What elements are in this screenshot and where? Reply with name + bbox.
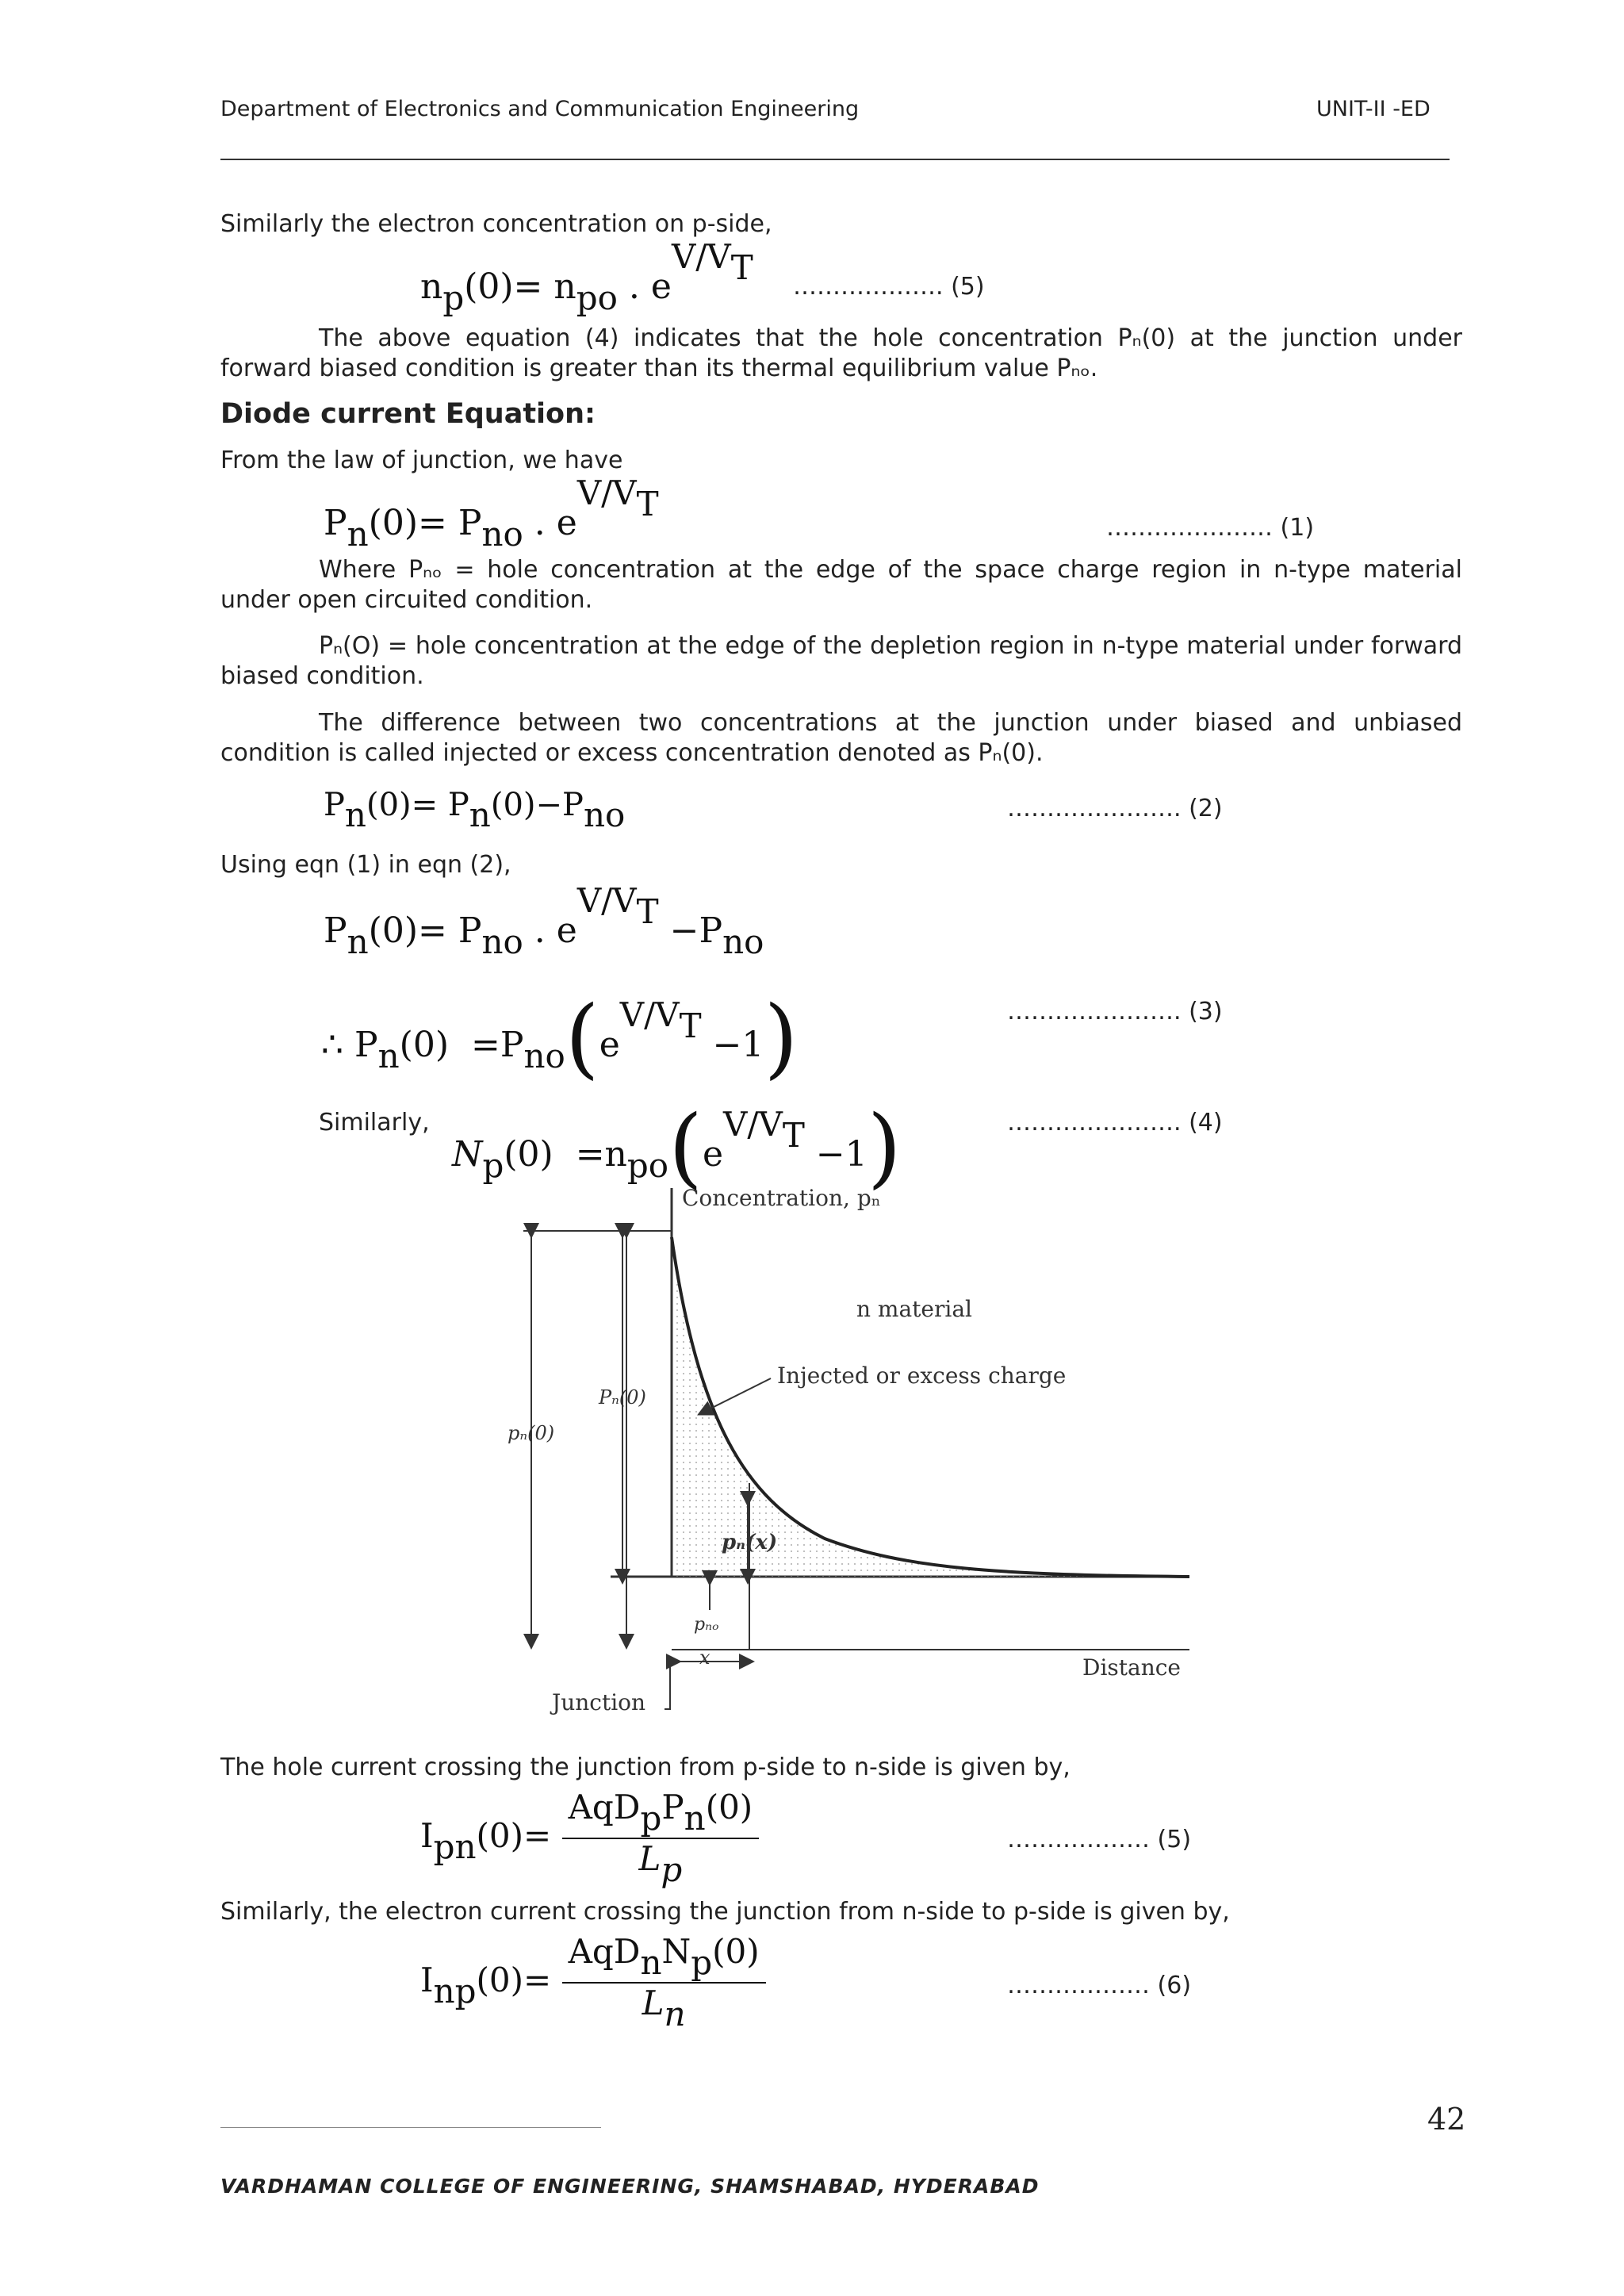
header-unit: UNIT-II -ED <box>1316 97 1431 121</box>
equation-3: ∴ $P_n(0) =P_{no}(eV/V_T -1)$ <box>321 987 799 1088</box>
pno-label: pₙₒ <box>694 1615 719 1635</box>
pn0-outer-label: pₙ(0) <box>508 1422 555 1444</box>
paragraph-injected-concentration: The difference between two concentrations at the junction under biased and unbiased condition is called injected or excess concentration denoted as Pₙ(0). <box>220 709 1462 767</box>
y-axis-label: Concentration, pₙ <box>682 1185 881 1211</box>
paragraph-electron-current: Similarly, the electron current crossing the junction from n-side to p-side is given by, <box>220 1898 1230 1926</box>
equation-5-number: ……………… (5) <box>1007 1826 1192 1853</box>
annotation-pointer <box>704 1378 771 1412</box>
footer-rule <box>220 2127 601 2128</box>
paragraph-pn0-definition: Pₙ(O) = hole concentration at the edge of the depletion region in n-type material under forward biased condition. <box>220 632 1462 690</box>
junction-label: Junction <box>552 1689 646 1715</box>
header-department: Department of Electronics and Communication Engineering <box>220 97 860 121</box>
equation-4: $N_p(0) =n_{po}(eV/V_T -1)$ <box>452 1096 902 1198</box>
equation-4-number: …………………. (4) <box>1007 1109 1223 1137</box>
equation-2-number: …………………. (2) <box>1007 795 1223 822</box>
equation-4-prefix: Similarly, <box>319 1109 430 1137</box>
concentration-figure <box>492 1182 1205 1729</box>
footer-college: VARDHAMAN COLLEGE OF ENGINEERING, SHAMSHABAD, HYDERABAD <box>220 2175 1040 2198</box>
paragraph-law-of-junction: From the law of junction, we have <box>220 447 623 474</box>
equation-np0: $n_p(0)= n_{po}$ . $eV/V_T$ <box>420 237 753 317</box>
equation-6-number: ……………… (6) <box>1007 1972 1192 1999</box>
equation-1: $P_n(0)= P_{no}$ . $eV/V_T$ <box>324 473 659 554</box>
paragraph-hole-current: The hole current crossing the junction from p-side to n-side is given by, <box>220 1754 1071 1781</box>
equation-1-number: ………………… (1) <box>1106 514 1315 542</box>
paragraph-equation4-note: The above equation (4) indicates that the hole concentration Pₙ(0) at the junction under forward biased condition is greater than its thermal equilibrium value Pₙₒ. <box>220 324 1462 382</box>
equation-3-number: …………………. (3) <box>1007 998 1223 1025</box>
paragraph-electron-concentration: Similarly the electron concentration on p-side, <box>220 210 772 238</box>
paragraph-pno-definition: Where Pₙₒ = hole concentration at the edge of the space charge region in n-type material under open circuited condition. <box>220 556 1462 614</box>
header-rule <box>220 159 1450 160</box>
region-label: n material <box>856 1296 972 1322</box>
page-number: 42 <box>1427 2102 1466 2137</box>
junction-pointer <box>665 1658 670 1709</box>
equation-substituted: $P_n(0)= P_{no}$ . $eV/V_T -P_{no}$ <box>324 881 764 961</box>
distance-label: Distance <box>1082 1654 1182 1681</box>
equation-2: $P_n(0)= P_n(0)-P_{no}$ <box>324 787 626 834</box>
x-label: x <box>699 1646 710 1669</box>
paragraph-using-eqn: Using eqn (1) in eqn (2), <box>220 851 511 879</box>
equation-5: $I_{pn}(0)=$ $\frac{AqD_pP_n(0)}{L_p}$ <box>420 1788 759 1889</box>
equation-np0-number: ………………. (5) <box>793 273 985 301</box>
pn0-inner-label: Pₙ(0) <box>599 1386 646 1409</box>
section-heading-diode-current: Diode current Equation: <box>220 398 596 430</box>
pnx-label: pₙ(x) <box>722 1531 778 1554</box>
equation-6: $I_{np}(0)=$ $\frac{AqD_nN_p(0)}{L_n}$ <box>420 1932 766 2033</box>
annotation-label: Injected or excess charge <box>777 1363 1067 1389</box>
